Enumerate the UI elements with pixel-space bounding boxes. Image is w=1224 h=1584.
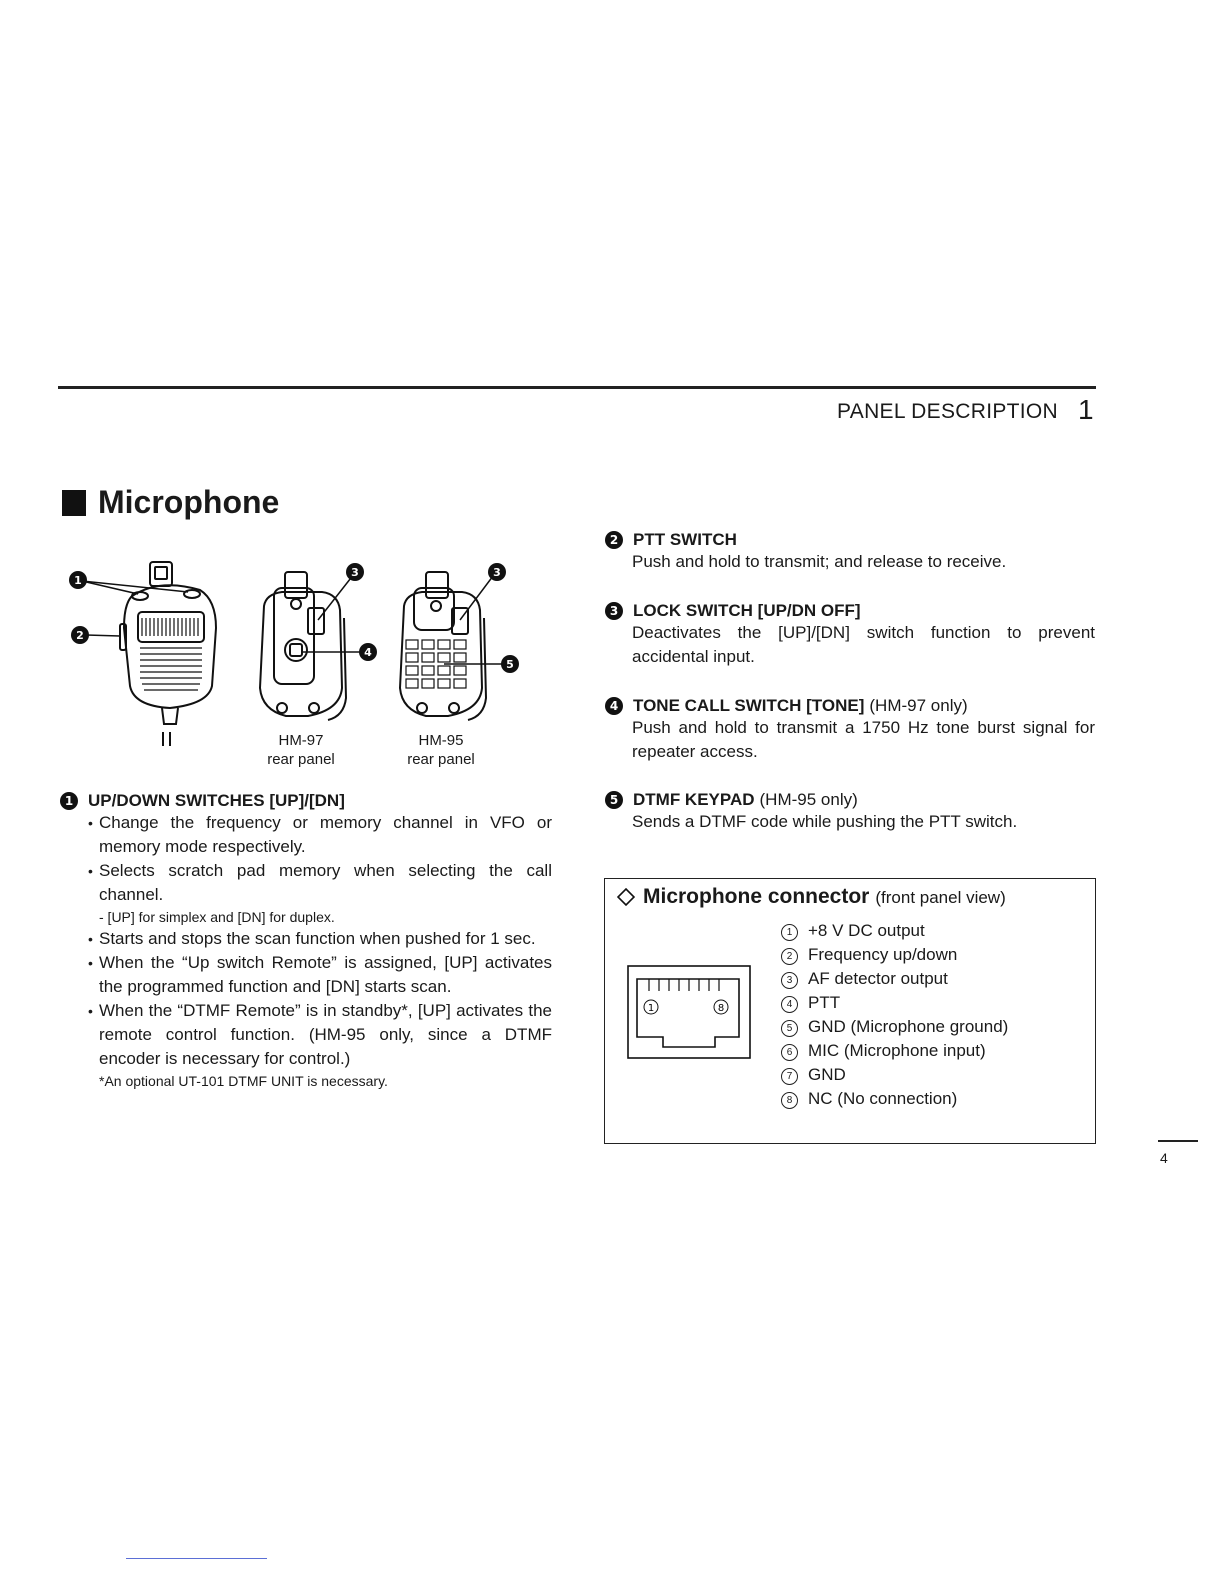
list-item: • When the “Up switch Remote” is assigned, [UP] activates the programmed function and [DN] starts scan. <box>88 951 552 999</box>
page-number-rule <box>1158 1140 1198 1142</box>
header-section-title: PANEL DESCRIPTION <box>837 400 1058 423</box>
diamond-icon <box>617 888 635 906</box>
hm97-rear-illustration <box>260 572 360 720</box>
caption-hm95-model: HM-95 <box>418 732 464 749</box>
item-lock-heading <box>605 601 1095 621</box>
item-tone-title: TONE CALL SWITCH [TONE] <box>633 696 865 715</box>
svg-text:2: 2 <box>76 629 84 642</box>
section-title <box>62 484 279 521</box>
item-tone-desc: Push and hold to transmit a 1750 Hz tone burst signal for repeater access. <box>632 718 1095 761</box>
caption-hm97 <box>246 731 356 769</box>
caption-hm97-model: HM-97 <box>278 732 324 749</box>
connector-box <box>604 878 1096 1144</box>
item-tone-heading <box>605 696 1095 716</box>
item-ptt-heading <box>605 530 1095 550</box>
list-item: • Starts and stops the scan function when pushed for 1 sec. <box>88 927 552 951</box>
item-ptt <box>605 530 1095 574</box>
front-microphone-illustration <box>82 562 216 746</box>
item-tone-qualifier: (HM-97 only) <box>869 696 968 715</box>
item-ptt-number: 2 <box>605 531 623 549</box>
callout-1 <box>69 571 87 589</box>
bottom-link-underline <box>126 1558 267 1559</box>
microphone-figure <box>60 548 530 748</box>
item-updown-heading <box>60 791 552 811</box>
svg-text:5: 5 <box>506 658 514 671</box>
callout-3-hm95 <box>488 563 506 581</box>
diagram-pin-8-label: 8 <box>717 1003 725 1014</box>
updown-sub-note: - [UP] for simplex and [DN] for duplex. <box>99 909 335 925</box>
list-item: • Change the frequency or memory channel in VFO or memory mode respectively. <box>88 811 552 859</box>
item-dtmf-heading <box>605 790 1095 810</box>
section-square-icon <box>62 490 86 516</box>
updown-bullet-list-2 <box>88 927 552 1071</box>
svg-text:3: 3 <box>351 566 359 579</box>
page-number: 4 <box>1160 1150 1168 1166</box>
item-tone-number: 4 <box>605 697 623 715</box>
connector-pin-list <box>781 919 1008 1111</box>
item-lock-title: LOCK SWITCH [UP/DN OFF] <box>633 601 861 620</box>
item-tone <box>605 696 1095 764</box>
connector-heading <box>617 885 1006 909</box>
item-ptt-desc: Push and hold to transmit; and release to receive. <box>632 552 1007 571</box>
list-item: 8 NC (No connection) <box>781 1087 1008 1111</box>
callout-5 <box>501 655 519 673</box>
item-updown-title: UP/DOWN SWITCHES [UP]/[DN] <box>88 791 345 810</box>
callout-2 <box>71 626 89 644</box>
item-dtmf-qualifier: (HM-95 only) <box>759 790 858 809</box>
svg-text:3: 3 <box>493 566 501 579</box>
header-chapter-number: 1 <box>1078 394 1094 425</box>
item-dtmf-number: 5 <box>605 791 623 809</box>
item-lock <box>605 601 1095 669</box>
connector-subtitle: (front panel view) <box>875 888 1006 907</box>
list-item: 3 AF detector output <box>781 967 1008 991</box>
section-title-text: Microphone <box>98 484 280 520</box>
svg-text:1: 1 <box>74 574 82 587</box>
item-ptt-title: PTT SWITCH <box>633 530 737 549</box>
updown-footnote: *An optional UT-101 DTMF UNIT is necessary. <box>99 1073 388 1089</box>
item-lock-desc: Deactivates the [UP]/[DN] switch function to prevent accidental input. <box>632 623 1095 666</box>
list-item: 7 GND <box>781 1063 1008 1087</box>
svg-text:4: 4 <box>364 646 372 659</box>
connector-title: Microphone connector <box>643 885 870 908</box>
list-item: 2 Frequency up/down <box>781 943 1008 967</box>
hm95-rear-illustration <box>400 572 502 720</box>
item-updown-number: 1 <box>60 792 78 810</box>
item-updown <box>60 791 552 1091</box>
caption-hm97-view: rear panel <box>267 751 335 768</box>
caption-hm95 <box>386 731 496 769</box>
list-item: • When the “DTMF Remote” is in standby*, [UP] activates the remote control function. (HM-95 only, since a DTMF encoder is necessary for control.) <box>88 999 552 1071</box>
callout-3 <box>346 563 364 581</box>
callout-4 <box>359 643 377 661</box>
item-dtmf-desc: Sends a DTMF code while pushing the PTT switch. <box>632 812 1018 831</box>
item-dtmf <box>605 790 1095 834</box>
diagram-pin-1-label: 1 <box>647 1003 655 1014</box>
list-item: 6 MIC (Microphone input) <box>781 1039 1008 1063</box>
list-item: 1 +8 V DC output <box>781 919 1008 943</box>
header-rule <box>58 386 1096 389</box>
updown-bullet-list <box>88 811 552 907</box>
item-lock-number: 3 <box>605 602 623 620</box>
item-dtmf-title: DTMF KEYPAD <box>633 790 755 809</box>
connector-jack-diagram <box>627 965 751 1061</box>
list-item: 5 GND (Microphone ground) <box>781 1015 1008 1039</box>
list-item: 4 PTT <box>781 991 1008 1015</box>
list-item: • Selects scratch pad memory when selecting the call channel. <box>88 859 552 907</box>
caption-hm95-view: rear panel <box>407 751 475 768</box>
